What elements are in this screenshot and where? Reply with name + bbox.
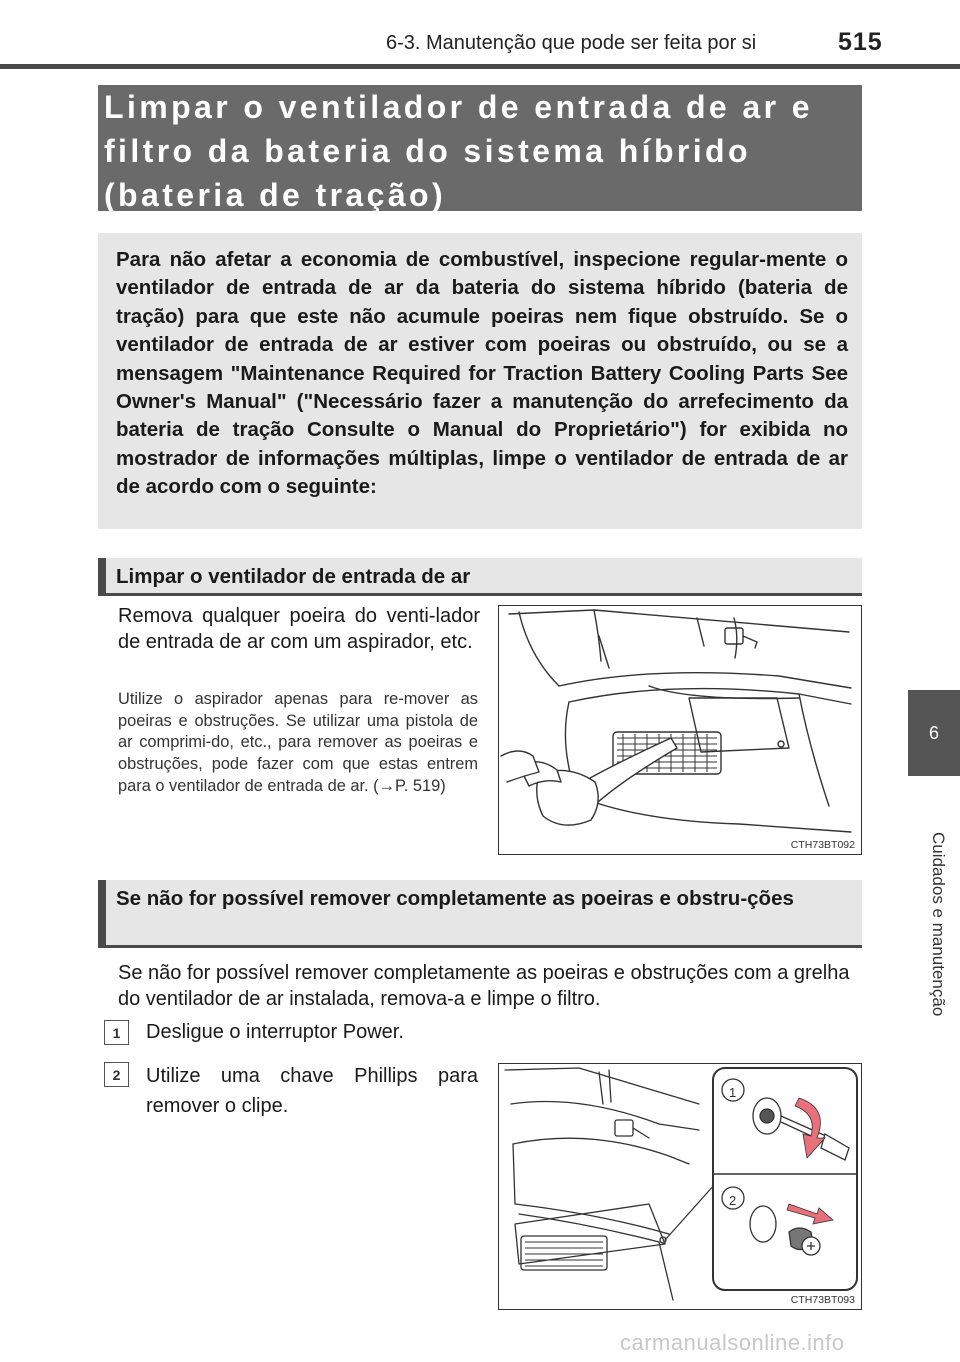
chapter-label: Cuidados e manutenção [929,832,948,1017]
header-rule [0,64,960,69]
figure-code: CTH73BT093 [790,1294,855,1306]
section-heading-text: Se não for possível remover completamente as poeiras e obstru-ções [116,887,794,910]
step-number: 1 [104,1020,129,1045]
figure-code: CTH73BT092 [790,839,855,851]
body-text-remove-grille: Se não for possível remover completamente as poeiras e obstruções com a grelha do ventilador de ar instalada, remova-a e limpe o filtro. [118,962,850,1010]
section-heading-clean-fan [98,558,862,596]
page-title: Limpar o ventilador de entrada de ar e filtro da bateria do sistema híbrido (bateria de tração) [104,89,813,213]
page-number: 515 [838,28,883,56]
illustration-vacuum-intake [498,605,862,855]
watermark: carmanualsonline.info [620,1330,845,1355]
body-text-vacuum: Remova qualquer poeira do venti-lador de entrada de ar com um aspirador, etc. [118,605,480,653]
step-number: 2 [104,1062,129,1087]
clip-illustration-drawing [499,1064,862,1310]
section-heading-remove-debris [98,880,862,948]
illustration-remove-clip [498,1063,862,1310]
running-header-section: 6-3. Manutenção que pode ser feita por si [386,32,757,54]
note-text: Utilize o aspirador apenas para re-mover as poeiras e obstruções. Se utilizar uma pistola de ar comprimi-do, etc., para remover as poeiras e obstruções, pode fazer com que estas entrem para o ventilador de entrada de ar. (→P. 519) [118,690,478,795]
section-heading-text: Limpar o ventilador de entrada de ar [116,565,471,588]
callout-2: 2 [729,1193,737,1208]
vacuum-illustration-drawing [499,606,862,855]
chapter-tab [908,690,960,776]
intro-text: Para não afetar a economia de combustível, inspecione regular-mente o ventilador de entrada de ar da bateria do sistema híbrido (bateria de tração) para que este não acumule poeiras nem fique obstruído. Se o ventilador de entrada de ar estiver com poeiras ou obstruído, ou se a mensagem "Maintenance Required for Traction Battery Cooling Parts See Owner's Manual" ("Necessário fazer a manutenção do arrefecimento da bateria de tração Consulte o Manual do Proprietário") for exibida no mostrador de informações múltiplas, limpe o ventilador de entrada de ar de acordo com o seguinte: [116,248,848,499]
step-text: Desligue o interruptor Power. [146,1021,404,1043]
step-text: Utilize uma chave Phillips para remover o clipe. [146,1065,478,1117]
chapter-number: 6 [928,722,939,743]
callout-1: 1 [729,1085,737,1100]
